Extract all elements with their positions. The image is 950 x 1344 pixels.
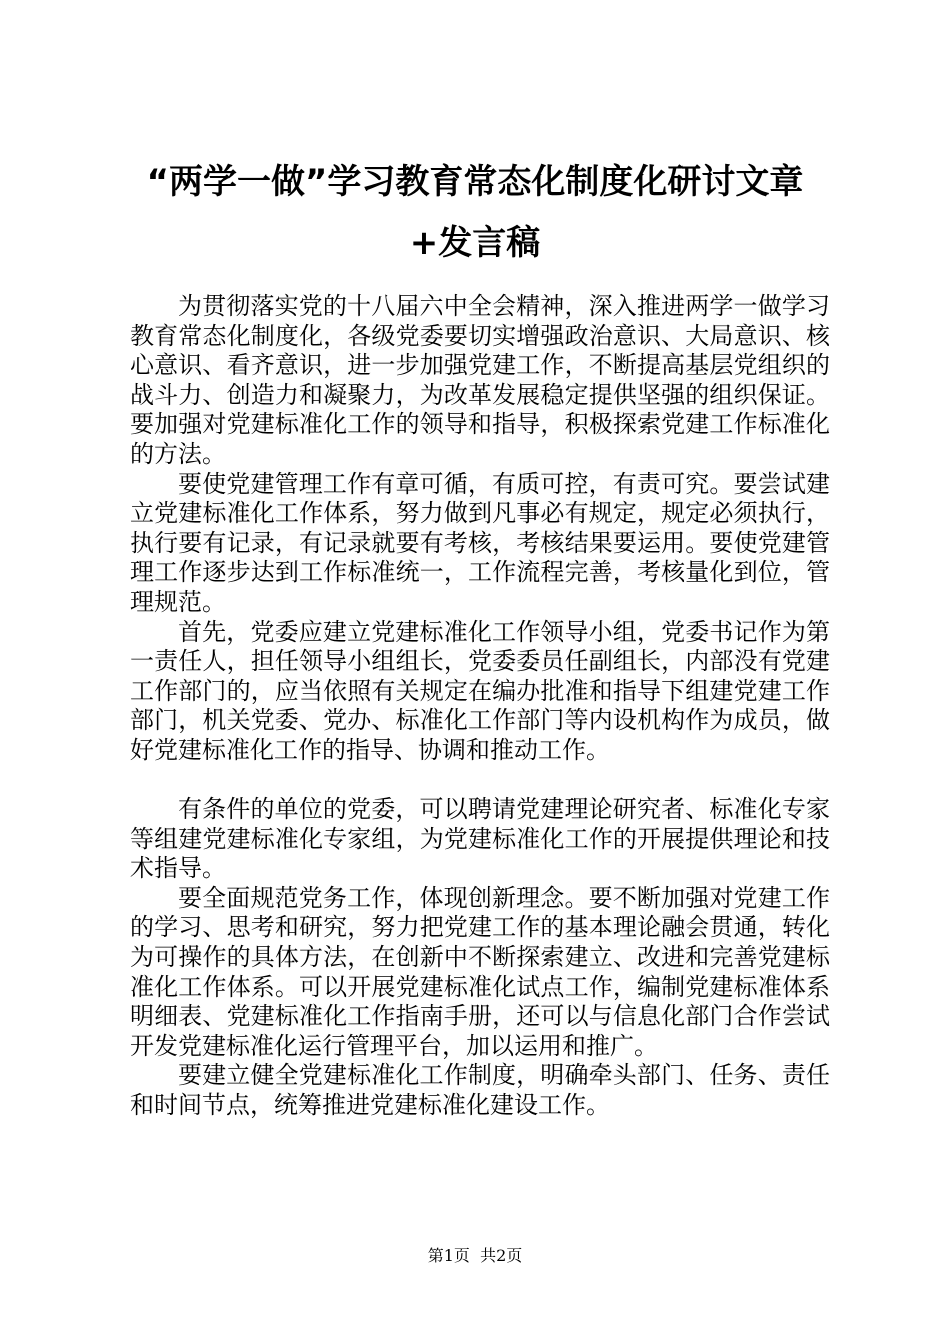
paragraph-1: 为贯彻落实党的十八届六中全会精神，深入推进两学一做学习教育常态化制度化，各级党委要切实增强政治意识、大局意识、核心意识、看齐意识，进一步加强党建工作，不断提高基层党组织的战斗力、创造力和凝聚力，为改革发展稳定提供坚强的组织保证。要加强对党建标准化工作的领导和指导，积极探索党建工作标准化的方法。 [130,292,830,468]
paragraph-5: 要全面规范党务工作，体现创新理念。要不断加强对党建工作的学习、思考和研究，努力把党建工作的基本理论融会贯通，转化为可操作的具体方法，在创新中不断探索建立、改进和完善党建标准化工作体系。可以开展党建标准化试点工作，编制党建标准体系明细表、党建标准化工作指南手册，还可以与信息化部门合作尝试开发党建标准化运行管理平台，加以运用和推广。 [130,883,830,1060]
paragraph-6: 要建立健全党建标准化工作制度，明确牵头部门、任务、责任和时间节点，统筹推进党建标准化建设工作。 [130,1061,830,1120]
document-body [130,292,830,1121]
document-title-line-1: “两学一做”学习教育常态化制度化研讨文章 [146,162,804,202]
paragraph-3: 首先，党委应建立党建标准化工作领导小组，党委书记作为第一责任人，担任领导小组组长，党委委员任副组长，内部没有党建工作部门的，应当依照有关规定在编办批准和指导下组建党建工作部门，机关党委、党办、标准化工作部门等内设机构作为成员，做好党建标准化工作的指导、协调和推动工作。 [130,617,830,764]
document-title-line-2: +发言稿 [409,223,541,263]
paragraph-4: 有条件的单位的党委，可以聘请党建理论研究者、标准化专家等组建党建标准化专家组，为党建标准化工作的开展提供理论和技术指导。 [130,795,830,883]
paragraph-2: 要使党建管理工作有章可循，有质可控，有责可究。要尝试建立党建标准化工作体系，努力做到凡事必有规定，规定必须执行，执行要有记录，有记录就要有考核，考核结果要运用。要使党建管理工作逐步达到工作标准统一，工作流程完善，考核量化到位，管理规范。 [130,469,830,616]
page-footer: 第1页 共2页 [427,1246,523,1265]
